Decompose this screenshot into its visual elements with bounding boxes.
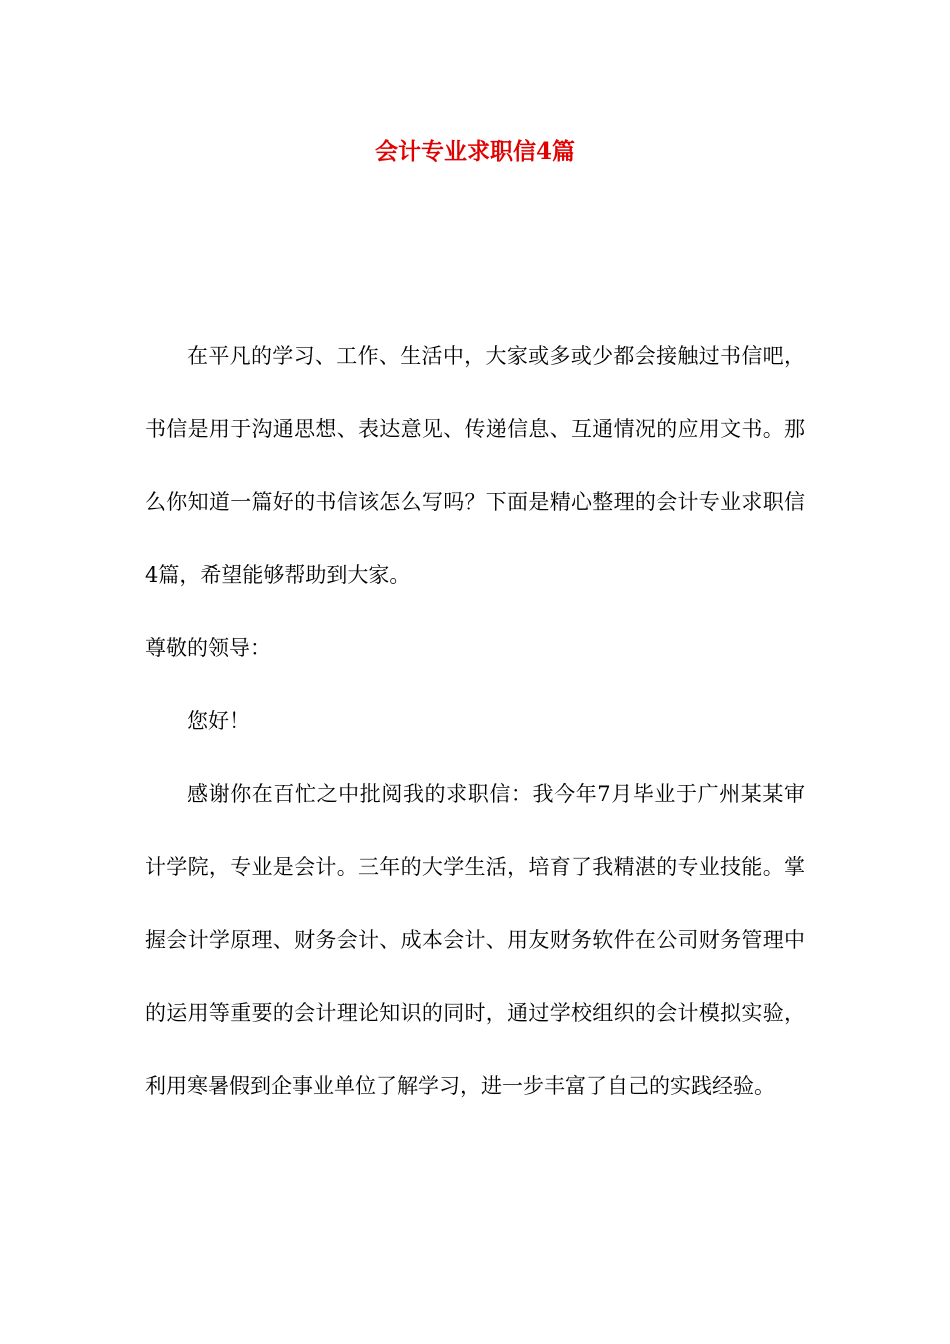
greeting: 您好！ bbox=[187, 709, 250, 733]
document-body bbox=[145, 320, 805, 1123]
intro-paragraph: 在平凡的学习、工作、生活中，大家或多或少都会接触过书信吧，书信是用于沟通思想、表达意见、传递信息、互通情况的应用文书。那么你知道一篇好的书信该怎么写吗？下面是精心整理的会计专业求职信4篇，希望能够帮助到大家。 bbox=[145, 344, 805, 587]
salutation: 尊敬的领导： bbox=[145, 636, 271, 660]
body-paragraph-1: 感谢你在百忙之中批阅我的求职信：我今年7月毕业于广州某某审计学院，专业是会计。三年的大学生活，培育了我精湛的专业技能。掌握会计学原理、财务会计、成本会计、用友财务软件在公司财务管理中的运用等重要的会计理论知识的同时，通过学校组织的会计模拟实验，利用寒暑假到企事业单位了解学习，进一步丰富了自己的实践经验。 bbox=[145, 782, 805, 1098]
document-title: 会计专业求职信4篇 bbox=[374, 138, 575, 165]
